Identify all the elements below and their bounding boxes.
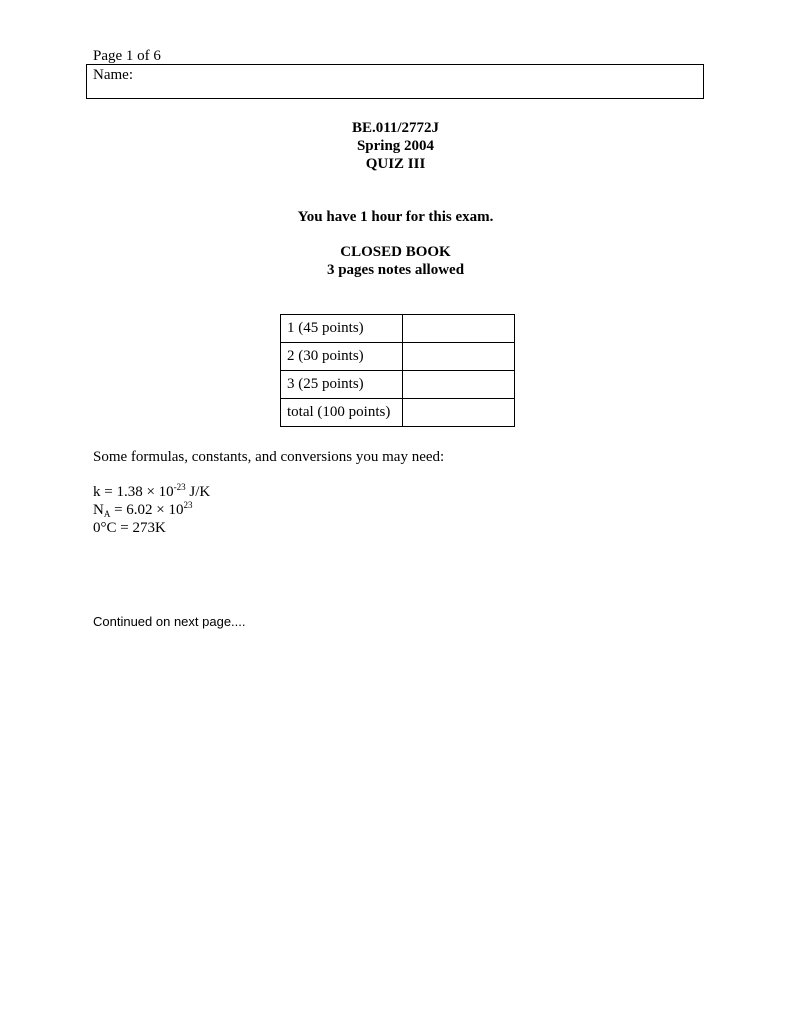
- avogadro-symbol: N: [93, 502, 104, 518]
- avogadro-subscript: A: [103, 509, 111, 519]
- question-label: 3 (25 points): [281, 371, 403, 399]
- boltzmann-exponent: -23: [173, 482, 186, 492]
- time-limit: You have 1 hour for this exam.: [297, 209, 494, 225]
- time-instruction: [0, 208, 791, 226]
- total-label: total (100 points): [281, 399, 403, 427]
- total-score-cell[interactable]: [403, 399, 515, 427]
- question-label: 1 (45 points): [281, 315, 403, 343]
- continued-note: Continued on next page....: [93, 614, 246, 629]
- quiz-title: QUIZ III: [365, 156, 426, 172]
- course-number: BE.011/2772J: [351, 120, 440, 136]
- avogadro-exponent: 23: [183, 500, 193, 510]
- name-label: Name:: [93, 67, 133, 83]
- score-cell[interactable]: [403, 315, 515, 343]
- question-label: 2 (30 points): [281, 343, 403, 371]
- term: Spring 2004: [356, 138, 435, 154]
- avogadro-rhs: = 6.02 × 10: [110, 502, 184, 518]
- score-table: [280, 314, 515, 427]
- table-row: [281, 315, 515, 343]
- score-cell[interactable]: [403, 343, 515, 371]
- title-block: [0, 119, 791, 173]
- name-field[interactable]: [86, 64, 704, 99]
- table-row: [281, 371, 515, 399]
- table-row: [281, 343, 515, 371]
- formulas-intro: Some formulas, constants, and conversions you may need:: [93, 449, 445, 465]
- book-policy: CLOSED BOOK: [340, 244, 451, 260]
- boltzmann-constant: [93, 483, 210, 501]
- avogadro-constant: [93, 501, 193, 519]
- table-row: [281, 399, 515, 427]
- score-cell[interactable]: [403, 371, 515, 399]
- notes-policy: 3 pages notes allowed: [326, 262, 465, 278]
- boltzmann-lhs: k = 1.38 × 10: [93, 484, 174, 500]
- temperature-conversion: 0°C = 273K: [93, 520, 166, 536]
- book-instructions: [0, 243, 791, 279]
- page-number: Page 1 of 6: [93, 48, 161, 64]
- boltzmann-unit: J/K: [185, 484, 211, 500]
